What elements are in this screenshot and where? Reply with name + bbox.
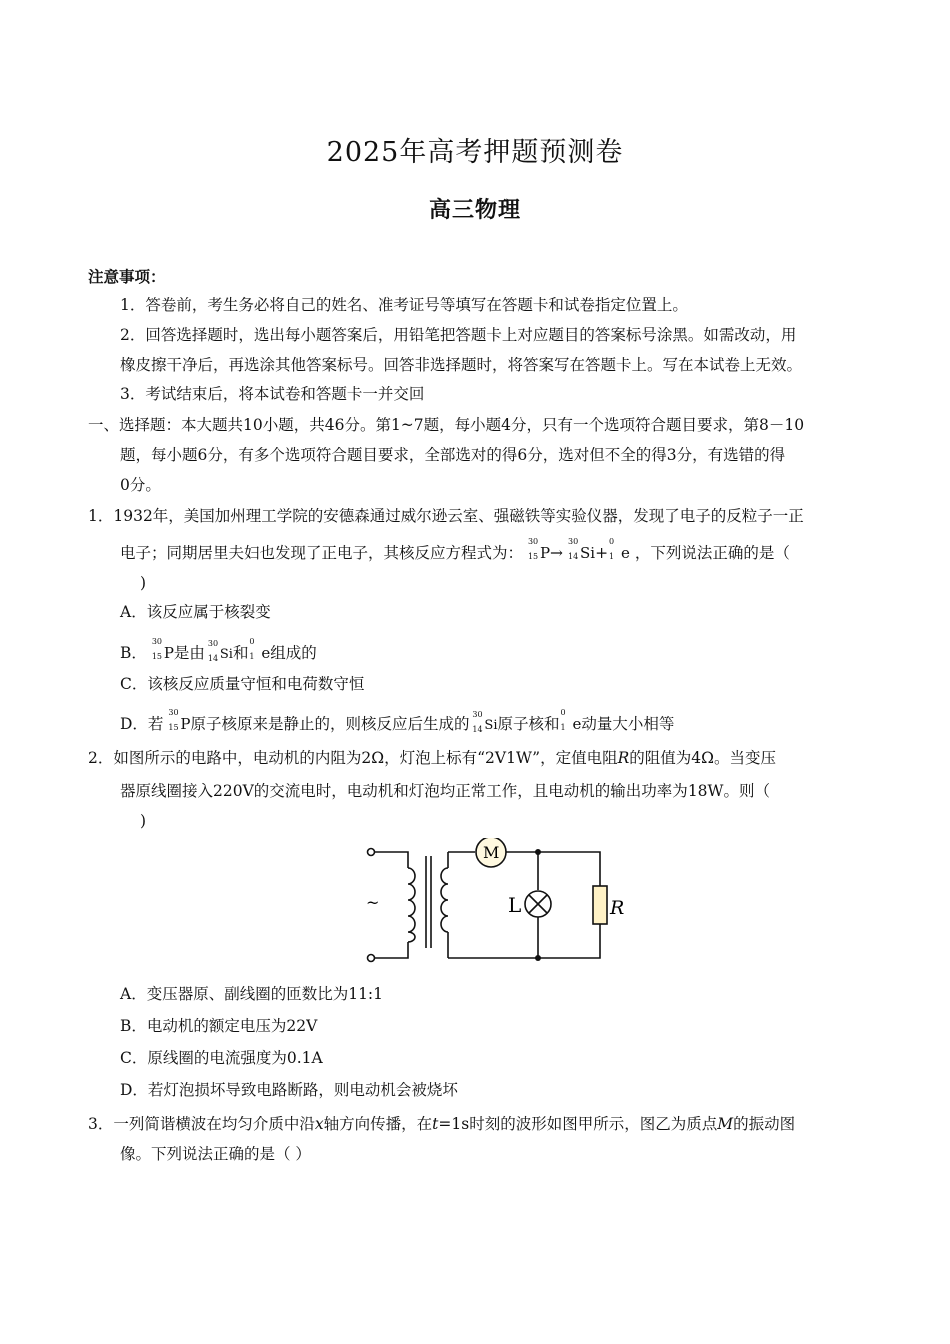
positron: 0 1 e xyxy=(609,537,630,562)
section-line-1: 一、选择题：本大题共10小题，共46分。第1~7题，每小题4分，只有一个选项符合题目要求，第8－10 xyxy=(88,416,805,434)
exam-subtitle: 高三物理 xyxy=(428,197,521,223)
q2-option-b: B．电动机的额定电压为22V xyxy=(120,1017,318,1035)
notice-heading: 注意事项： xyxy=(88,267,166,286)
section-line-2: 题，每小题6分，有多个选项符合题目要求，全部选对的得6分，选对但不全的得3分，有选错的得 xyxy=(120,446,786,464)
junction-dot-bottom xyxy=(535,955,541,961)
ac-source-symbol: ~ xyxy=(366,893,380,912)
q2-stem-line-1: 2．如图所示的电路中，电动机的内阻为2Ω，灯泡上标有“2V1W”，定值电阻R的阻值为4Ω。当变压 xyxy=(88,749,777,767)
q1-paren-close: ) xyxy=(140,574,147,592)
notice-item-2: 2．回答选择题时，选出每小题答案后，用铅笔把答题卡上对应题目的答案标号涂黑。如需改动，用 xyxy=(120,326,797,344)
q1-stem-line-2: 电子；同期居里夫妇也发现了正电子，其核反应方程式为： 30 15 P→ 30 14 Si+ 0 1 e ，下列说法正确的是（ xyxy=(120,537,790,562)
lamp-label: L xyxy=(508,893,522,917)
q3-stem-line-1: 3．一列简谐横波在均匀介质中沿x轴方向传播，在t=1s时刻的波形如图甲所示，图乙为质点M的振动图 xyxy=(88,1115,796,1133)
junction-dot-top xyxy=(535,849,541,855)
q1-equation: 30 15 P→ 30 14 Si+ 0 1 e xyxy=(527,537,630,562)
nuclide-si30: 30 14 Si xyxy=(567,537,596,562)
exam-title: 2025年高考押题预测卷 xyxy=(326,137,624,168)
motor-label: M xyxy=(483,843,500,862)
q1-option-c: C．该核反应质量守恒和电荷数守恒 xyxy=(120,675,365,693)
notice-item-2-cont: 橡皮擦干净后，再选涂其他答案标号。回答非选择题时，将答案写在答题卡上。写在本试卷上无效。 xyxy=(120,356,803,374)
q1-stem-text: 电子；同期居里夫妇也发现了正电子，其核反应方程式为： xyxy=(120,544,524,562)
notice-item-1: 1．答卷前，考生务必将自己的姓名、准考证号等填写在答题卡和试卷指定位置上。 xyxy=(120,296,688,314)
nuclide-p30: 30 15 P xyxy=(527,537,551,562)
q1-stem-line-1: 1．1932年，美国加州理工学院的安德森通过威尔逊云室、强磁铁等实验仪器，发现了电子的反粒子一正 xyxy=(88,507,804,525)
q2-stem-line-2: 器原线圈接入220V的交流电时，电动机和灯泡均正常工作，且电动机的输出功率为18W。则（ xyxy=(120,782,770,800)
q2-option-c: C．原线圈的电流强度为0.1A xyxy=(120,1049,323,1067)
q1-option-a: A．该反应属于核裂变 xyxy=(120,603,271,621)
q1-option-d: D．若 30 15 P原子核原来是静止的，则核反应后生成的 30 14 Si原子核和 0 1 e动量大小相等 xyxy=(120,708,675,734)
resistor-label: R xyxy=(610,897,625,919)
q2-option-a: A．变压器原、副线圈的匝数比为11:1 xyxy=(120,985,384,1003)
section-line-3: 0分。 xyxy=(120,476,161,494)
circuit-diagram xyxy=(362,838,642,970)
q1-option-b: B． 30 15 P是由 30 14 Si和 0 1 e组成的 xyxy=(120,637,317,663)
q2-option-d: D．若灯泡损坏导致电路断路，则电动机会被烧坏 xyxy=(120,1081,458,1099)
q2-paren-close: ) xyxy=(140,812,147,830)
q3-stem-line-2: 像。下列说法正确的是（ ） xyxy=(120,1145,311,1163)
notice-item-3: 3．考试结束后，将本试卷和答题卡一并交回 xyxy=(120,385,425,403)
